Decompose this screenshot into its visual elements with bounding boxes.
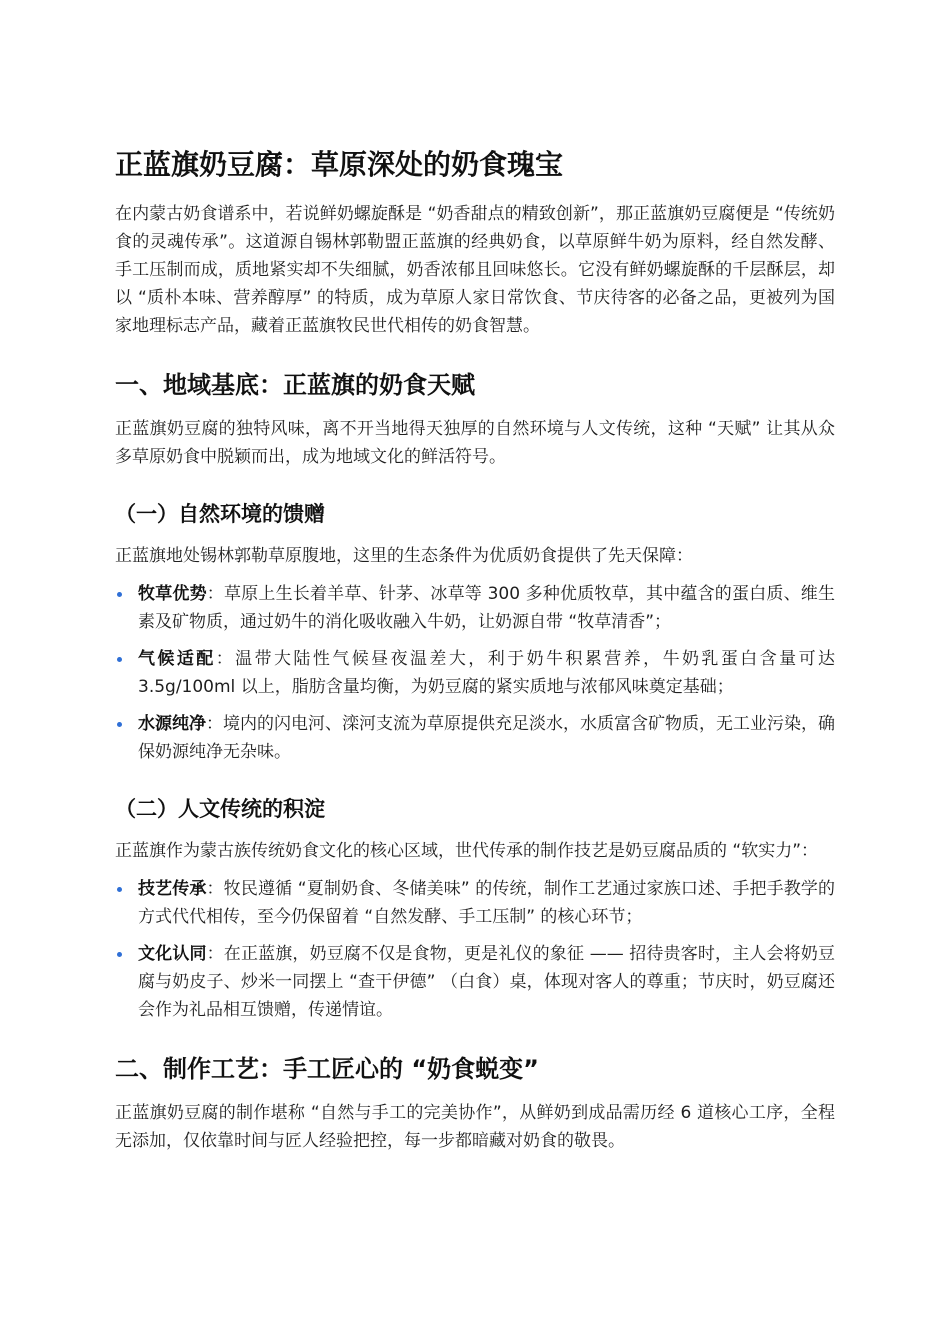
subsection-1-list xyxy=(115,580,835,766)
section-2-heading: 二、制作工艺：手工匠心的 “奶食蜕变” xyxy=(115,1055,539,1083)
subsection-1-heading: （一）自然环境的馈赠 xyxy=(115,502,325,526)
list-item-text: ：境内的闪电河、滦河支流为草原提供充足淡水，水质富含矿物质，无工业污染，确保奶源纯净无杂味。 xyxy=(138,714,835,762)
list-item-craft xyxy=(115,875,835,931)
list-item-label: 技艺传承 xyxy=(138,879,207,899)
intro-paragraph: 在内蒙古奶食谱系中，若说鲜奶螺旋酥是 “奶香甜点的精致创新”，那正蓝旗奶豆腐便是 “传统奶食的灵魂传承”。这道源自锡林郭勒盟正蓝旗的经典奶食，以草原鲜牛奶为原料，经自然发酵、手工压制而成，质地紧实却不失细腻，奶香浓郁且回味悠长。它没有鲜奶螺旋酥的千层酥层，却以 “质朴本味、营养醇厚” 的特质，成为草原人家日常饮食、节庆待客的必备之品，更被列为国家地理标志产品，藏着正蓝旗牧民世代相传的奶食智慧。 xyxy=(115,204,835,336)
section-1-heading: 一、地域基底：正蓝旗的奶食天赋 xyxy=(115,371,475,399)
bullet-icon xyxy=(117,592,122,597)
list-item-climate xyxy=(115,645,835,701)
list-item-culture xyxy=(115,940,835,1024)
list-item-text: ：在正蓝旗，奶豆腐不仅是食物，更是礼仪的象征 —— 招待贵客时，主人会将奶豆腐与奶皮子、炒米一同摆上 “查干伊德” （白食）桌，体现对客人的尊重；节庆时，奶豆腐还会作为礼品相互馈赠，传递情谊。 xyxy=(138,944,835,1020)
list-item-text: ：温带大陆性气候昼夜温差大，利于奶牛积累营养，牛奶乳蛋白含量可达 3.5g/100ml 以上，脂肪含量均衡，为奶豆腐的紧实质地与浓郁风味奠定基础； xyxy=(138,649,836,697)
list-item-pasture xyxy=(115,580,835,636)
bullet-icon xyxy=(117,887,122,892)
bullet-icon xyxy=(117,657,122,662)
list-item-text: ：牧民遵循 “夏制奶食、冬储美味” 的传统，制作工艺通过家族口述、手把手教学的方式代代相传，至今仍保留着 “自然发酵、手工压制” 的核心环节； xyxy=(138,879,836,927)
list-item-label: 气候适配 xyxy=(138,649,216,669)
document-content xyxy=(115,145,835,1155)
list-item-label: 文化认同 xyxy=(138,944,207,964)
section-2-paragraph: 正蓝旗奶豆腐的制作堪称 “自然与手工的完美协作”，从鲜奶到成品需历经 6 道核心工序，全程无添加，仅依靠时间与匠人经验把控，每一步都暗藏对奶食的敬畏。 xyxy=(115,1103,835,1151)
bullet-icon xyxy=(117,952,122,957)
subsection-1-paragraph: 正蓝旗地处锡林郭勒草原腹地，这里的生态条件为优质奶食提供了先天保障： xyxy=(115,546,693,566)
list-item-label: 水源纯净 xyxy=(138,714,206,734)
list-item-label: 牧草优势 xyxy=(138,584,207,604)
subsection-2-paragraph: 正蓝旗作为蒙古族传统奶食文化的核心区域，世代传承的制作技艺是奶豆腐品质的 “软实力”： xyxy=(115,841,819,861)
subsection-2-list xyxy=(115,875,835,1024)
list-item-water xyxy=(115,710,835,766)
subsection-2-heading: （二）人文传统的积淀 xyxy=(115,797,325,821)
list-item-text: ：草原上生长着羊草、针茅、冰草等 300 多种优质牧草，其中蕴含的蛋白质、维生素及矿物质，通过奶牛的消化吸收融入牛奶，让奶源自带 “牧草清香”； xyxy=(138,584,835,632)
bullet-icon xyxy=(117,722,122,727)
document-title: 正蓝旗奶豆腐：草原深处的奶食瑰宝 xyxy=(115,148,564,181)
section-1-paragraph: 正蓝旗奶豆腐的独特风味，离不开当地得天独厚的自然环境与人文传统，这种 “天赋” 让其从众多草原奶食中脱颖而出，成为地域文化的鲜活符号。 xyxy=(115,419,835,467)
